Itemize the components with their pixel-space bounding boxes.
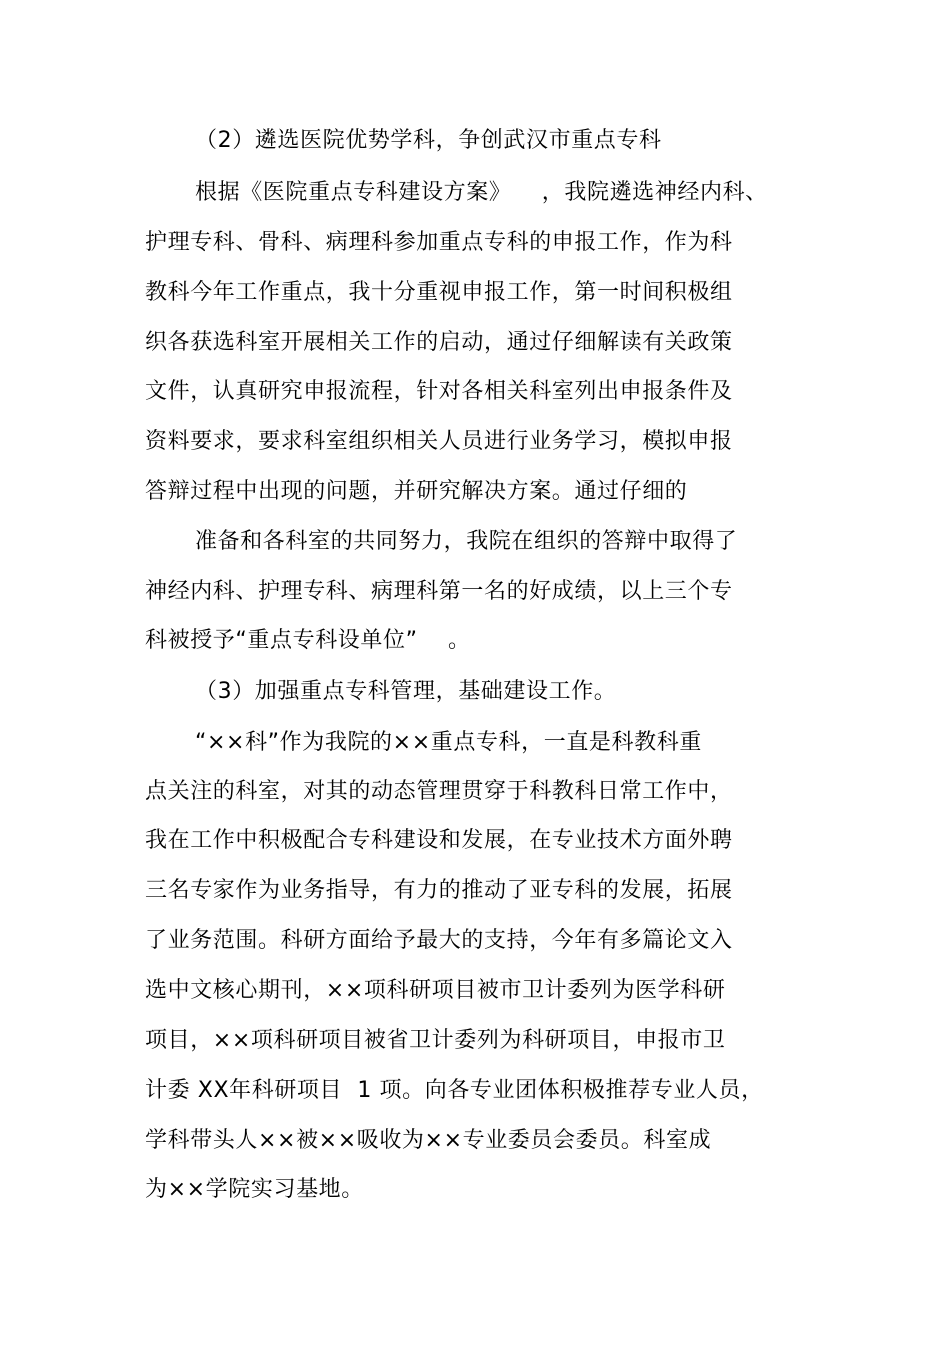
paragraph-line: 我在工作中积极配合专科建设和发展，在专业技术方面外聘 [145, 828, 733, 853]
paragraph-line: 选中文核心期刊，××项科研项目被市卫计委列为医学科研 [145, 978, 726, 1003]
paragraph-line: 三名专家作为业务指导，有力的推动了亚专科的发展，拓展 [145, 878, 733, 903]
paragraph-line: “××科”作为我院的××重点专科，一直是科教科重 [195, 730, 702, 755]
paragraph-line: 了业务范围。科研方面给予最大的支持，今年有多篇论文入 [145, 928, 733, 953]
paragraph-line: 护理专科、骨科、病理科参加重点专科的申报工作，作为科 [145, 230, 733, 255]
paragraph-line: 项目，××项科研项目被省卫计委列为科研项目，申报市卫 [145, 1028, 726, 1053]
heading-3: （3）加强重点专科管理，基础建设工作。 [195, 679, 617, 704]
paragraph-line: 织各获选科室开展相关工作的启动，通过仔细解读有关政策 [145, 330, 733, 355]
paragraph-line: 为××学院实习基地。 [145, 1177, 364, 1202]
paragraph-line: 计委 XX年科研项目 1 项。向各专业团体积极推荐专业人员， [145, 1078, 764, 1103]
paragraph-line: 教科今年工作重点，我十分重视申报工作，第一时间积极组 [145, 280, 733, 305]
paragraph-line: 答辩过程中出现的问题，并研究解决方案。通过仔细的 [145, 479, 688, 504]
paragraph-line: 准备和各科室的共同努力，我院在组织的答辩中取得了 [195, 529, 738, 554]
paragraph-line: 点关注的科室，对其的动态管理贯穿于科教科日常工作中， [145, 779, 733, 804]
paragraph-line: 根据《医院重点专科建设方案》 ，我院遴选神经内科、 [195, 180, 768, 205]
paragraph-line: 文件，认真研究申报流程，针对各相关科室列出申报条件及 [145, 379, 733, 404]
paragraph-line: 神经内科、护理专科、病理科第一名的好成绩，以上三个专 [145, 579, 733, 604]
paragraph-line: 资料要求，要求科室组织相关人员进行业务学习，模拟申报 [145, 429, 733, 454]
heading-2: （2）遴选医院优势学科，争创武汉市重点专科 [195, 128, 662, 153]
paragraph-line: 学科带头人××被××吸收为××专业委员会委员。科室成 [145, 1128, 712, 1153]
paragraph-line: 科被授予“重点专科设单位” 。 [145, 628, 471, 653]
